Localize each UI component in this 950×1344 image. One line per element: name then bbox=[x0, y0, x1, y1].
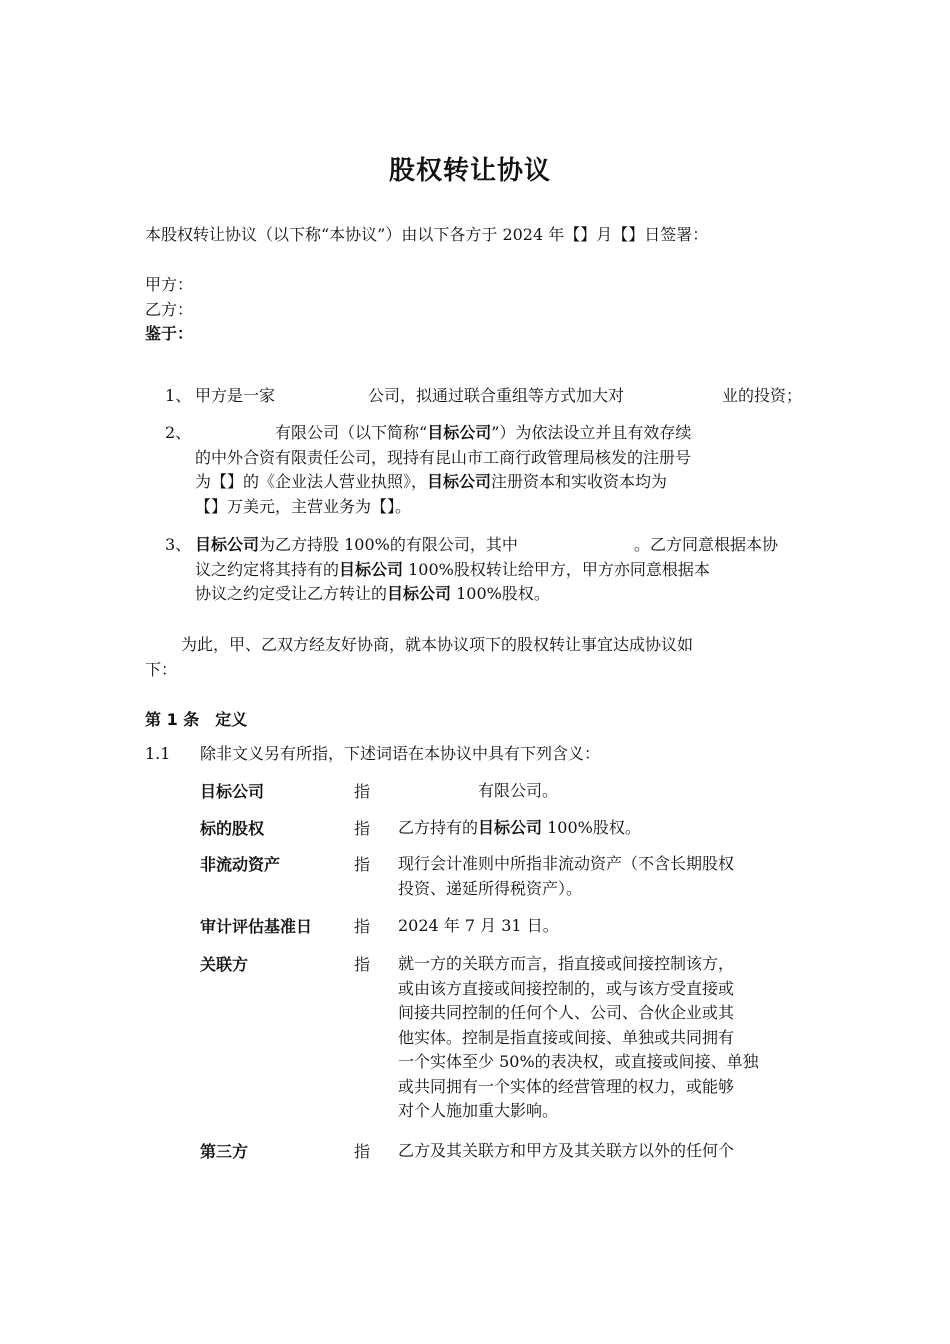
recital-3-target-company-2: 目标公司 bbox=[339, 560, 404, 579]
definition-desc: 2024 年 7 月 31 日。 bbox=[398, 916, 559, 935]
definition-desc: 有限公司。 bbox=[398, 781, 559, 800]
definition-desc: 他实体。控制是指直接或间接、单独或共同拥有 bbox=[398, 1028, 735, 1047]
recital-3-line-3-a: 协议之约定受让乙方转让的 bbox=[195, 584, 388, 603]
agreement-line-2: 下： bbox=[145, 660, 178, 679]
definition-desc: 或由该方直接或间接控制的，或与该方受直接或 bbox=[398, 979, 735, 998]
recital-2-line-3-c: 注册资本和实收资本均为 bbox=[491, 472, 668, 491]
recital-1-text-c: 业的投资； bbox=[722, 386, 803, 405]
clause-1-1-number: 1.1 bbox=[145, 744, 171, 763]
recital-2-line-1-c: ”）为依法设立并且有效存续 bbox=[491, 423, 692, 442]
recital-2-target-company: 目标公司 bbox=[427, 423, 492, 442]
definition-term: 标的股权 bbox=[200, 819, 265, 838]
definition-desc: 或共同拥有一个实体的经营管理的权力，或能够 bbox=[398, 1077, 735, 1096]
definition-target-company: 目标公司 bbox=[478, 818, 543, 837]
definition-desc: 间接共同控制的任何个人、公司、合伙企业或其 bbox=[398, 1003, 735, 1022]
definition-zhi: 指 bbox=[354, 1142, 371, 1161]
definition-zhi: 指 bbox=[354, 917, 371, 936]
definition-desc: 一个实体至少 50%的表决权，或直接或间接、单独 bbox=[398, 1052, 759, 1071]
definition-desc-c: 100%股权。 bbox=[542, 818, 641, 837]
recital-3-line-3 bbox=[195, 581, 550, 606]
definition-desc: 现行会计准则中所指非流动资产（不含长期股权 bbox=[398, 854, 735, 873]
recital-2-line-4: 【】万美元，主营业务为【】。 bbox=[195, 497, 412, 516]
recital-3-line-2-a: 议之约定将其持有的 bbox=[195, 560, 340, 579]
definition-desc-a: 乙方持有的 bbox=[398, 818, 479, 837]
clause-1-1-text: 除非文义另有所指，下述词语在本协议中具有下列含义： bbox=[200, 744, 601, 763]
recital-2-line-3-a: 为【】的《企业法人营业执照》， bbox=[195, 472, 428, 491]
definition-term: 第三方 bbox=[200, 1142, 249, 1161]
definition-desc: 乙方及其关联方和甲方及其关联方以外的任何个 bbox=[398, 1141, 735, 1160]
definition-zhi: 指 bbox=[354, 819, 371, 838]
definition-zhi: 指 bbox=[354, 782, 371, 801]
recital-3-target-company: 目标公司 bbox=[195, 535, 260, 554]
intro-paragraph: 本股权转让协议（以下称“本协议”）由以下各方于 2024 年【】月【】日签署： bbox=[145, 225, 709, 244]
recital-3-line-3-c: 100%股权。 bbox=[451, 584, 550, 603]
agreement-line-1: 为此，甲、乙双方经友好协商，就本协议项下的股权转让事宜达成协议如 bbox=[181, 635, 694, 654]
recital-2-line-1-a: 有限公司（以下简称“ bbox=[275, 423, 428, 442]
whereas-heading: 鉴于： bbox=[145, 324, 194, 343]
definition-term: 审计评估基准日 bbox=[200, 917, 313, 936]
recital-3-line-1-c: 。乙方同意根据本协 bbox=[634, 535, 779, 554]
recital-3-target-company-3: 目标公司 bbox=[387, 584, 452, 603]
definition-term: 非流动资产 bbox=[200, 855, 281, 874]
document-title: 股权转让协议 bbox=[389, 156, 552, 186]
recital-2-number: 2、 bbox=[165, 423, 192, 442]
recital-3-line-2-c: 100%股权转让给甲方，甲方亦同意根据本 bbox=[403, 560, 710, 579]
recital-2-target-company-2: 目标公司 bbox=[427, 472, 492, 491]
recital-3-number: 3、 bbox=[165, 535, 192, 554]
definition-desc: 就一方的关联方而言，指直接或间接控制该方， bbox=[398, 954, 735, 973]
recital-1-text-b: 公司，拟通过联合重组等方式加大对 bbox=[368, 386, 625, 405]
recital-3-line-2 bbox=[195, 557, 710, 582]
recital-1-number: 1、 bbox=[165, 386, 192, 405]
definition-desc bbox=[398, 816, 641, 841]
definition-term: 目标公司 bbox=[200, 782, 265, 801]
recital-2-line-2: 的中外合资有限责任公司，现持有昆山市工商行政管理局核发的注册号 bbox=[195, 448, 692, 467]
recital-2-line-3 bbox=[195, 469, 667, 494]
recital-3-line-1-b: 为乙方持股 100%的有限公司，其中 bbox=[259, 535, 518, 554]
party-a-label: 甲方： bbox=[145, 275, 194, 294]
recital-3-line-1 bbox=[195, 532, 518, 557]
definition-desc: 对个人施加重大影响。 bbox=[398, 1101, 559, 1120]
definition-zhi: 指 bbox=[354, 955, 371, 974]
recital-1-text-a: 甲方是一家 bbox=[195, 386, 276, 405]
definition-term: 关联方 bbox=[200, 955, 249, 974]
recital-2-line-1 bbox=[275, 420, 691, 445]
party-b-label: 乙方： bbox=[145, 300, 194, 319]
definition-desc: 投资、递延所得税资产）。 bbox=[398, 879, 583, 898]
definition-zhi: 指 bbox=[354, 855, 371, 874]
article-1-heading: 第 1 条 定义 bbox=[145, 710, 248, 729]
